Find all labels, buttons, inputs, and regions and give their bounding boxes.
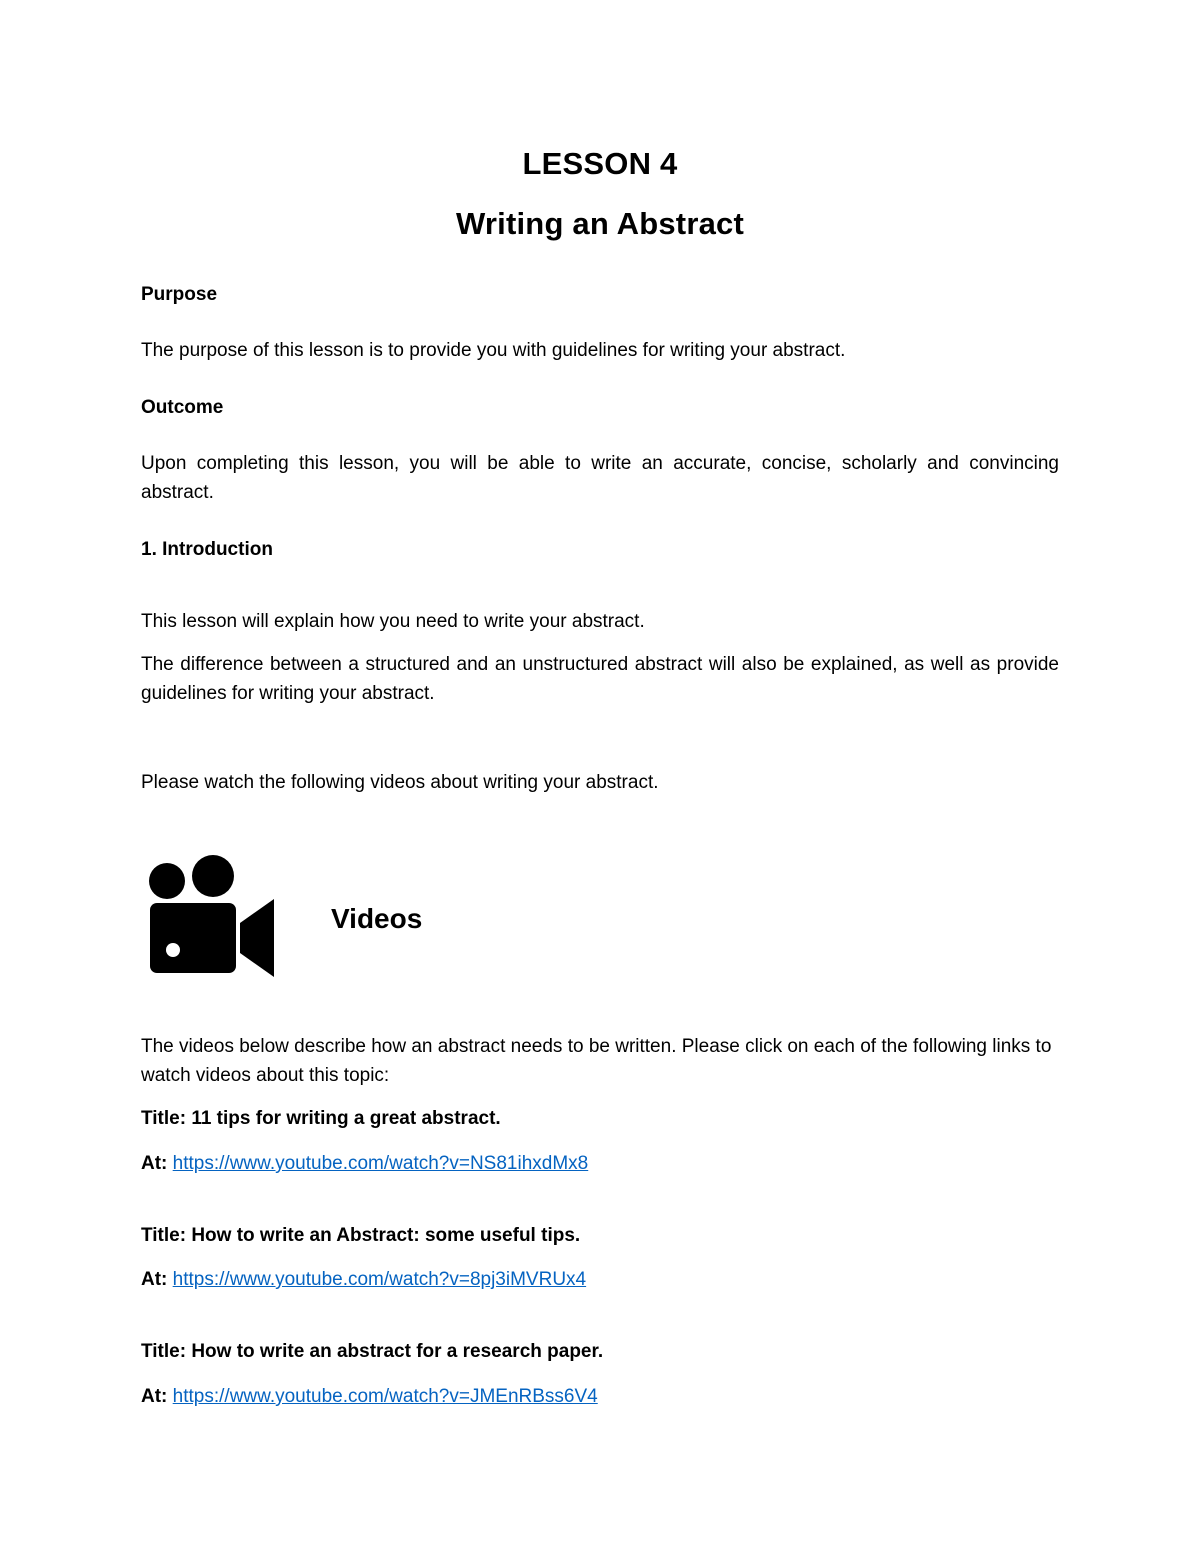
introduction-paragraph: The difference between a structured and an unstructured abstract will also be explained, as well as provide guidelines for writing your abstract.	[141, 654, 1059, 704]
video-title: Title: 11 tips for writing a great abstract.	[141, 1108, 501, 1129]
video-link[interactable]: https://www.youtube.com/watch?v=NS81ihxdMx8	[172, 1153, 589, 1174]
introduction-heading: 1. Introduction	[141, 539, 273, 560]
video-link[interactable]: https://www.youtube.com/watch?v=JMEnRBss6V4	[172, 1386, 598, 1407]
purpose-heading: Purpose	[141, 284, 218, 305]
outcome-text: Upon completing this lesson, you will be able to write an accurate, concise, scholarly and convincing abstract.	[141, 453, 1059, 503]
purpose-text: The purpose of this lesson is to provide you with guidelines for writing your abstract.	[141, 340, 846, 361]
watch-videos-prompt: Please watch the following videos about writing your abstract.	[141, 772, 659, 793]
video-camera-icon	[148, 855, 278, 979]
videos-heading: Videos	[331, 903, 423, 934]
video-link[interactable]: https://www.youtube.com/watch?v=8pj3iMVRUx4	[172, 1269, 587, 1290]
page-title: Writing an Abstract	[456, 206, 744, 241]
video-link-line	[141, 1382, 1059, 1411]
outcome-heading: Outcome	[141, 397, 224, 418]
video-link-line	[141, 1265, 1059, 1294]
video-title: Title: How to write an abstract for a research paper.	[141, 1341, 604, 1362]
at-label: At:	[141, 1386, 168, 1407]
lesson-number: LESSON 4	[522, 146, 678, 181]
video-link-line	[141, 1149, 1059, 1178]
at-label: At:	[141, 1269, 168, 1290]
videos-intro: The videos below describe how an abstract needs to be written. Please click on each of the following links to watch videos about this topic:	[141, 1036, 1052, 1086]
introduction-paragraph: This lesson will explain how you need to write your abstract.	[141, 611, 645, 632]
at-label: At:	[141, 1153, 168, 1174]
video-title: Title: How to write an Abstract: some useful tips.	[141, 1225, 581, 1246]
